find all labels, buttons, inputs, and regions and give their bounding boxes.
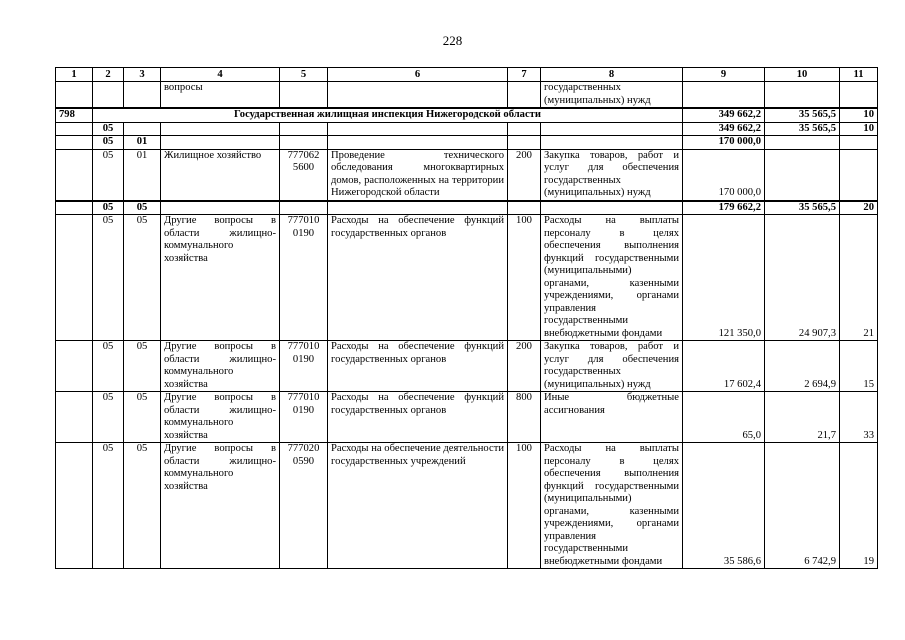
header-cell: 11 [840, 68, 878, 82]
page-number: 228 [442, 33, 463, 48]
expense-description: Расходы на обеспечение функций государственных органов [328, 215, 508, 341]
inspection-row [56, 108, 878, 122]
subsection-code: 01 [124, 149, 161, 201]
amount-col9: 170 000,0 [683, 149, 765, 201]
amount-col10: 21,7 [765, 392, 840, 443]
amount-col10: 35 565,5 [765, 122, 840, 136]
budget-table [55, 67, 878, 569]
section-code: 05 [93, 392, 124, 443]
expense-type-code: 200 [508, 149, 541, 201]
target-article-code: 777020 0590 [280, 443, 328, 569]
subsection-code: 05 [124, 341, 161, 392]
cont-col8: государственных (муниципальных) нужд [541, 82, 683, 109]
expense-type-name: Расходы на выплаты персоналу в целях обеспечения выполнения функций государственными (муниципальными) органами, казенными учреждениями, органами управления государственными внебюджетными фондами [541, 443, 683, 569]
section-row [56, 122, 878, 136]
percent-col11: 20 [840, 201, 878, 215]
table-row [56, 341, 878, 392]
expense-type-name: Иные бюджетные ассигнования [541, 392, 683, 443]
target-article-code: 777010 0190 [280, 215, 328, 341]
expense-type-name: Расходы на выплаты персоналу в целях обеспечения выполнения функций государственными (муниципальными) органами, казенными учреждениями, органами управления государственными внебюджетными фондами [541, 215, 683, 341]
subsection-name: Другие вопросы в области жилищно-коммунального хозяйства [161, 215, 280, 341]
expense-description: Расходы на обеспечение функций государственных органов [328, 341, 508, 392]
amount-col9: 179 662,2 [683, 201, 765, 215]
section-code: 05 [93, 136, 124, 150]
header-cell: 9 [683, 68, 765, 82]
header-cell: 7 [508, 68, 541, 82]
section-code: 05 [93, 215, 124, 341]
subsection-row [56, 201, 878, 215]
header-cell: 2 [93, 68, 124, 82]
subsection-code: 05 [124, 201, 161, 215]
ministry-code: 798 [56, 108, 93, 122]
amount-col10: 35 565,5 [765, 108, 840, 122]
expense-description: Расходы на обеспечение деятельности государственных учреждений [328, 443, 508, 569]
amount-col9: 121 350,0 [683, 215, 765, 341]
cont-col4: вопросы [161, 82, 280, 109]
table-row [56, 392, 878, 443]
expense-type-name: Закупка товаров, работ и услуг для обеспечения государственных (муниципальных) нужд [541, 341, 683, 392]
table-row [56, 149, 878, 201]
header-cell: 5 [280, 68, 328, 82]
expense-type-name: Закупка товаров, работ и услуг для обеспечения государственных (муниципальных) нужд [541, 149, 683, 201]
target-article-code: 777010 0190 [280, 341, 328, 392]
header-cell: 1 [56, 68, 93, 82]
amount-col9: 17 602,4 [683, 341, 765, 392]
section-code: 05 [93, 443, 124, 569]
header-cell: 3 [124, 68, 161, 82]
header-cell: 8 [541, 68, 683, 82]
amount-col10: 2 694,9 [765, 341, 840, 392]
percent-col11: 19 [840, 443, 878, 569]
section-code: 05 [93, 149, 124, 201]
amount-col9: 349 662,2 [683, 108, 765, 122]
percent-col11: 10 [840, 108, 878, 122]
subsection-name: Жилищное хозяйство [161, 149, 280, 201]
header-row [56, 68, 878, 82]
expense-description: Проведение технического обследования многоквартирных домов, расположенных на территории Нижегородской области [328, 149, 508, 201]
amount-col9: 170 000,0 [683, 136, 765, 150]
percent-col11: 33 [840, 392, 878, 443]
subsection-name: Другие вопросы в области жилищно-коммунального хозяйства [161, 392, 280, 443]
subsection-code: 05 [124, 215, 161, 341]
expense-type-code: 200 [508, 341, 541, 392]
percent-col11: 21 [840, 215, 878, 341]
target-article-code: 777062 5600 [280, 149, 328, 201]
section-code: 05 [93, 341, 124, 392]
table-row [56, 215, 878, 341]
subsection-name: Другие вопросы в области жилищно-коммунального хозяйства [161, 341, 280, 392]
amount-col9: 35 586,6 [683, 443, 765, 569]
table-row [56, 443, 878, 569]
amount-col9: 349 662,2 [683, 122, 765, 136]
expense-type-code: 100 [508, 443, 541, 569]
expense-type-code: 800 [508, 392, 541, 443]
subsection-name: Другие вопросы в области жилищно-коммунального хозяйства [161, 443, 280, 569]
header-cell: 4 [161, 68, 280, 82]
target-article-code: 777010 0190 [280, 392, 328, 443]
subsection-code: 05 [124, 392, 161, 443]
amount-col10: 35 565,5 [765, 201, 840, 215]
header-cell: 10 [765, 68, 840, 82]
percent-col11: 10 [840, 122, 878, 136]
percent-col11: 15 [840, 341, 878, 392]
subsection-code: 01 [124, 136, 161, 150]
expense-description: Расходы на обеспечение функций государственных органов [328, 392, 508, 443]
section-code: 05 [93, 122, 124, 136]
continuation-row [56, 82, 878, 109]
amount-col10: 24 907,3 [765, 215, 840, 341]
section-code: 05 [93, 201, 124, 215]
amount-col10: 6 742,9 [765, 443, 840, 569]
ministry-name: Государственная жилищная инспекция Нижегородской области [93, 108, 683, 122]
amount-col9: 65,0 [683, 392, 765, 443]
expense-type-code: 100 [508, 215, 541, 341]
subsection-code: 05 [124, 443, 161, 569]
subsection-row [56, 136, 878, 150]
header-cell: 6 [328, 68, 508, 82]
